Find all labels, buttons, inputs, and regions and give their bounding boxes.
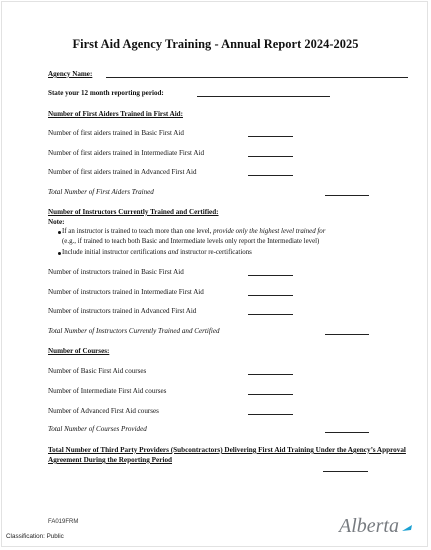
- section-courses-heading: Number of Courses:: [48, 347, 110, 355]
- instructors-basic-label: Number of instructors trained in Basic First Aid: [48, 268, 184, 276]
- courses-total-field[interactable]: [325, 432, 369, 433]
- first-aiders-basic-label: Number of first aiders trained in Basic First Aid: [48, 129, 184, 137]
- bullet-icon: [58, 231, 61, 234]
- courses-intermediate-field[interactable]: [248, 394, 293, 395]
- section-subcontractors-heading: Total Number of Third Party Providers (Subcontractors) Delivering First Aid Training Under the Agency’s Approval Agreement During the Reporting Period: [48, 446, 406, 464]
- note-item-recertifications: Include initial instructor certifications and instructor re-certifications: [62, 249, 252, 256]
- first-aiders-intermediate-label: Number of first aiders trained in Intermediate First Aid: [48, 149, 205, 157]
- first-aiders-intermediate-field[interactable]: [248, 156, 293, 157]
- agency-name-label: Agency Name:: [48, 70, 93, 78]
- reporting-period-label: State your 12 month reporting period:: [48, 89, 164, 97]
- reporting-period-field[interactable]: [197, 96, 330, 97]
- instructors-intermediate-label: Number of instructors trained in Intermediate First Aid: [48, 288, 204, 296]
- first-aiders-total-label: Total Number of First Aiders Trained: [48, 188, 154, 196]
- first-aiders-total-field[interactable]: [325, 195, 369, 196]
- form-code: FA019FRM: [48, 519, 79, 525]
- alberta-logo-text: Alberta: [339, 515, 399, 537]
- section-instructors-heading: Number of Instructors Currently Trained and Certified:: [48, 208, 219, 216]
- courses-advanced-label: Number of Advanced First Aid courses: [48, 407, 159, 415]
- instructors-total-label: Total Number of Instructors Currently Trained and Certified: [48, 327, 220, 335]
- note-item-highest-level: If an instructor is trained to teach more than one level, provide only the highest level trained for: [62, 228, 326, 235]
- first-aiders-advanced-label: Number of first aiders trained in Advanced First Aid: [48, 168, 197, 176]
- section-first-aiders-heading: Number of First Aiders Trained in First Aid:: [48, 110, 183, 118]
- bullet-icon: [58, 252, 61, 255]
- alberta-logo-accent-icon: [402, 525, 412, 531]
- alberta-logo: [338, 512, 414, 538]
- instructors-advanced-label: Number of instructors trained in Advanced First Aid: [48, 307, 197, 315]
- instructors-total-field[interactable]: [325, 334, 369, 335]
- first-aiders-advanced-field[interactable]: [248, 175, 293, 176]
- note-label: Note:: [48, 218, 65, 226]
- courses-advanced-field[interactable]: [248, 414, 293, 415]
- classification-label: Classification: Public: [6, 533, 64, 540]
- instructors-advanced-field[interactable]: [248, 314, 293, 315]
- report-title: First Aid Agency Training - Annual Report 2024-2025: [72, 37, 359, 51]
- courses-basic-field[interactable]: [248, 374, 293, 375]
- courses-intermediate-label: Number of Intermediate First Aid courses: [48, 387, 167, 395]
- note-item-highest-level-example: (e.g., if trained to teach both Basic and Intermediate levels only report the Intermediate level): [62, 238, 320, 245]
- courses-total-label: Total Number of Courses Provided: [48, 425, 147, 433]
- instructors-basic-field[interactable]: [248, 275, 293, 276]
- agency-name-field[interactable]: [106, 77, 408, 78]
- subcontractors-total-field[interactable]: [323, 471, 368, 472]
- courses-basic-label: Number of Basic First Aid courses: [48, 367, 147, 375]
- first-aiders-basic-field[interactable]: [248, 136, 293, 137]
- instructors-intermediate-field[interactable]: [248, 295, 293, 296]
